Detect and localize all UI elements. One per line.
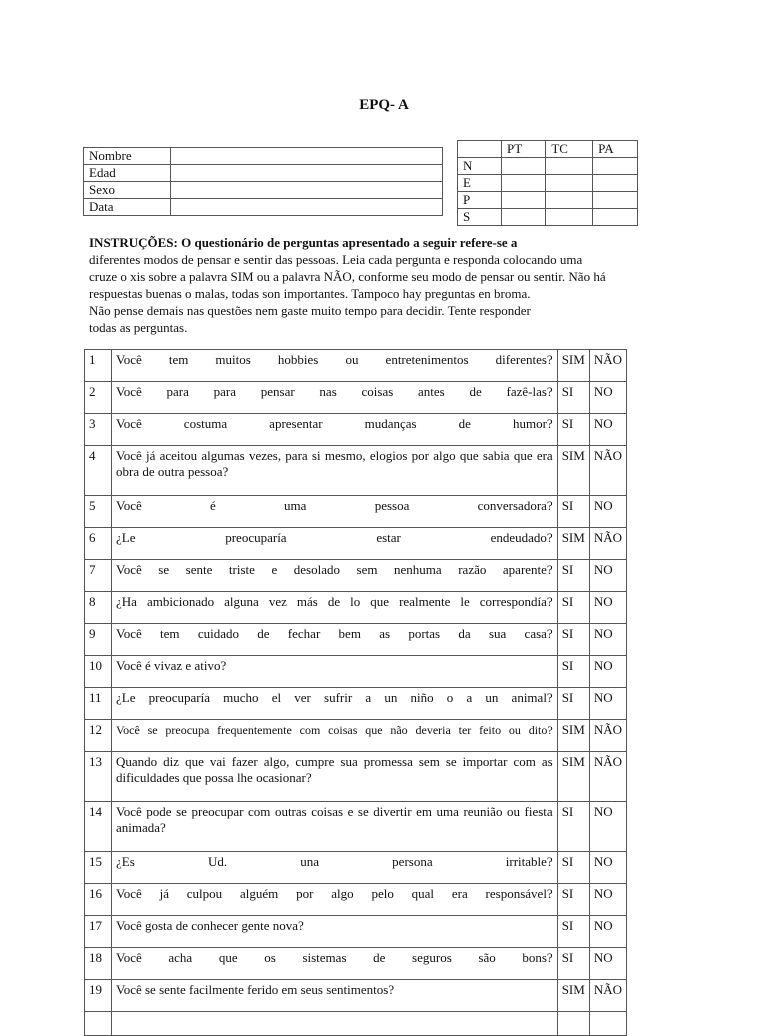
answer-yes[interactable]: SIM (557, 752, 589, 802)
answer-no[interactable]: NO (589, 560, 626, 592)
question-text: ¿Ha ambicionado alguna vez más de lo que realmente le correspondía? (112, 592, 558, 624)
answer-yes[interactable]: SIM (557, 446, 589, 496)
score-header-row (458, 141, 638, 158)
edad-field[interactable] (171, 165, 443, 182)
score-cell[interactable] (546, 158, 593, 175)
nombre-field[interactable] (171, 148, 443, 165)
question-text: Você costuma apresentar mudanças de humor? (112, 414, 558, 446)
score-cell[interactable] (593, 175, 638, 192)
field-label: Sexo (84, 182, 171, 199)
answer-yes[interactable]: SI (557, 802, 589, 852)
score-cell[interactable] (502, 175, 546, 192)
score-header: TC (546, 141, 593, 158)
question-number: 15 (85, 852, 112, 884)
answer-no[interactable]: NO (589, 656, 626, 688)
instructions-line: todas as perguntas. (89, 320, 188, 335)
answer-no[interactable]: NO (589, 624, 626, 656)
answer-no[interactable]: NÃO (589, 720, 626, 752)
answer-yes[interactable]: SI (557, 414, 589, 446)
instructions-line: Não pense demais nas questões nem gaste muito tempo para decidir. Tente responder (89, 303, 531, 318)
question-number: 3 (85, 414, 112, 446)
question-row (85, 496, 627, 528)
question-row (85, 852, 627, 884)
question-row (85, 592, 627, 624)
score-row-e (458, 175, 638, 192)
score-row-label: S (458, 209, 502, 226)
score-cell[interactable] (546, 175, 593, 192)
answer-no[interactable]: NO (589, 884, 626, 916)
answer-yes[interactable]: SIM (557, 350, 589, 382)
score-table (457, 140, 638, 226)
score-cell[interactable] (502, 209, 546, 226)
personal-row-nombre (84, 148, 443, 165)
question-text: Você já culpou alguém por algo pelo qual era responsável? (112, 884, 558, 916)
question-number: 6 (85, 528, 112, 560)
question-number: 2 (85, 382, 112, 414)
question-number: 18 (85, 948, 112, 980)
question-row (85, 884, 627, 916)
score-cell[interactable] (502, 158, 546, 175)
question-text: ¿Le preocuparía mucho el ver sufrir a un niño o a un animal? (112, 688, 558, 720)
score-row-p (458, 192, 638, 209)
score-cell[interactable] (593, 209, 638, 226)
question-number: 8 (85, 592, 112, 624)
answer-yes[interactable]: SI (557, 624, 589, 656)
instructions-line: cruze o xis sobre a palavra SIM ou a palavra NÃO, conforme seu modo de pensar ou sentir. Não há (89, 269, 606, 284)
answer-no[interactable]: NO (589, 414, 626, 446)
question-text: Você para para pensar nas coisas antes de fazê-las? (112, 382, 558, 414)
score-row-label: P (458, 192, 502, 209)
answer-yes[interactable]: SIM (557, 528, 589, 560)
data-field[interactable] (171, 199, 443, 216)
question-number: 11 (85, 688, 112, 720)
question-text: Você acha que os sistemas de seguros são bons? (112, 948, 558, 980)
score-row-label: N (458, 158, 502, 175)
question-row (85, 382, 627, 414)
question-number: 13 (85, 752, 112, 802)
question-text: Quando diz que vai fazer algo, cumpre sua promessa sem se importar com as dificuldades que possa lhe ocasionar? (112, 752, 558, 802)
question-number: 7 (85, 560, 112, 592)
answer-yes[interactable]: SIM (557, 980, 589, 1012)
question-row (85, 802, 627, 852)
score-cell[interactable] (546, 209, 593, 226)
score-cell[interactable] (502, 192, 546, 209)
answer-no[interactable]: NÃO (589, 528, 626, 560)
question-number: 16 (85, 884, 112, 916)
question-row (85, 752, 627, 802)
answer-yes[interactable]: SI (557, 656, 589, 688)
answer-no[interactable]: NO (589, 948, 626, 980)
answer-no[interactable]: NO (589, 592, 626, 624)
questions-table (84, 349, 627, 1036)
document-title: EPQ- A (359, 97, 409, 113)
answer-yes[interactable]: SI (557, 592, 589, 624)
answer-yes[interactable]: SI (557, 852, 589, 884)
instructions-heading: INSTRUÇÕES: O questionário de perguntas apresentado a seguir refere-se a (89, 235, 518, 250)
question-row (85, 624, 627, 656)
question-row (85, 528, 627, 560)
answer-no[interactable]: NÃO (589, 752, 626, 802)
question-text: Você gosta de conhecer gente nova? (112, 916, 558, 948)
answer-no[interactable]: NÃO (589, 446, 626, 496)
question-text: ¿Es Ud. una persona irritable? (112, 852, 558, 884)
question-number: 4 (85, 446, 112, 496)
answer-no[interactable]: NO (589, 496, 626, 528)
question-row (85, 688, 627, 720)
answer-no[interactable]: NO (589, 852, 626, 884)
answer-yes[interactable]: SI (557, 688, 589, 720)
sexo-field[interactable] (171, 182, 443, 199)
score-cell[interactable] (593, 192, 638, 209)
question-number: 10 (85, 656, 112, 688)
question-row (85, 720, 627, 752)
answer-no[interactable]: NÃO (589, 980, 626, 1012)
question-row (85, 948, 627, 980)
answer-no[interactable]: NÃO (589, 350, 626, 382)
score-row-label: E (458, 175, 502, 192)
field-label: Edad (84, 165, 171, 182)
question-text: Você tem cuidado de fechar bem as portas da sua casa? (112, 624, 558, 656)
personal-row-data (84, 199, 443, 216)
question-number: 12 (85, 720, 112, 752)
answer-yes[interactable]: SI (557, 916, 589, 948)
question-row (85, 414, 627, 446)
question-number: 19 (85, 980, 112, 1012)
answer-yes[interactable]: SI (557, 560, 589, 592)
question-row (85, 656, 627, 688)
question-row (85, 560, 627, 592)
question-number: 17 (85, 916, 112, 948)
answer-no[interactable]: NO (589, 802, 626, 852)
question-text: Você é vivaz e ativo? (112, 656, 558, 688)
question-text: Você pode se preocupar com outras coisas e se divertir em uma reunião ou fiesta animada? (112, 802, 558, 852)
question-row (85, 350, 627, 382)
question-number: 14 (85, 802, 112, 852)
score-cell[interactable] (593, 158, 638, 175)
answer-yes[interactable]: SIM (557, 720, 589, 752)
question-text: ¿Le preocuparía estar endeudado? (112, 528, 558, 560)
score-header: PA (593, 141, 638, 158)
score-row-n (458, 158, 638, 175)
question-number: 1 (85, 350, 112, 382)
question-row (85, 916, 627, 948)
question-text: Você se sente triste e desolado sem nenhuma razão aparente? (112, 560, 558, 592)
answer-yes[interactable]: SI (557, 884, 589, 916)
answer-no[interactable]: NO (589, 382, 626, 414)
question-row (85, 446, 627, 496)
instructions (89, 234, 649, 336)
question-text: Você se sente facilmente ferido em seus sentimentos? (112, 980, 558, 1012)
answer-yes[interactable]: SI (557, 948, 589, 980)
personal-row-sexo (84, 182, 443, 199)
question-text: Você tem muitos hobbies ou entretenimentos diferentes? (112, 350, 558, 382)
score-header: PT (502, 141, 546, 158)
question-text: Você já aceitou algumas vezes, para si mesmo, elogios por algo que sabia que era obra de outra pessoa? (112, 446, 558, 496)
question-row (85, 980, 627, 1012)
field-label: Data (84, 199, 171, 216)
instructions-line: diferentes modos de pensar e sentir das pessoas. Leia cada pergunta e responda colocando uma (89, 252, 583, 267)
question-number: 9 (85, 624, 112, 656)
score-row-s (458, 209, 638, 226)
score-corner-cell (458, 141, 502, 158)
personal-info-table (83, 147, 443, 216)
question-number: 5 (85, 496, 112, 528)
answer-yes[interactable]: SI (557, 496, 589, 528)
answer-yes[interactable]: SI (557, 382, 589, 414)
question-text: Você se preocupa frequentemente com coisas que não deveria ter feito ou dito? (112, 720, 558, 752)
answer-no[interactable]: NO (589, 916, 626, 948)
question-text: Você é uma pessoa conversadora? (112, 496, 558, 528)
field-label: Nombre (84, 148, 171, 165)
score-cell[interactable] (546, 192, 593, 209)
instructions-line: respuestas buenas o malas, todas son importantes. Tampoco hay preguntas en broma. (89, 286, 531, 301)
answer-no[interactable]: NO (589, 688, 626, 720)
personal-row-edad (84, 165, 443, 182)
